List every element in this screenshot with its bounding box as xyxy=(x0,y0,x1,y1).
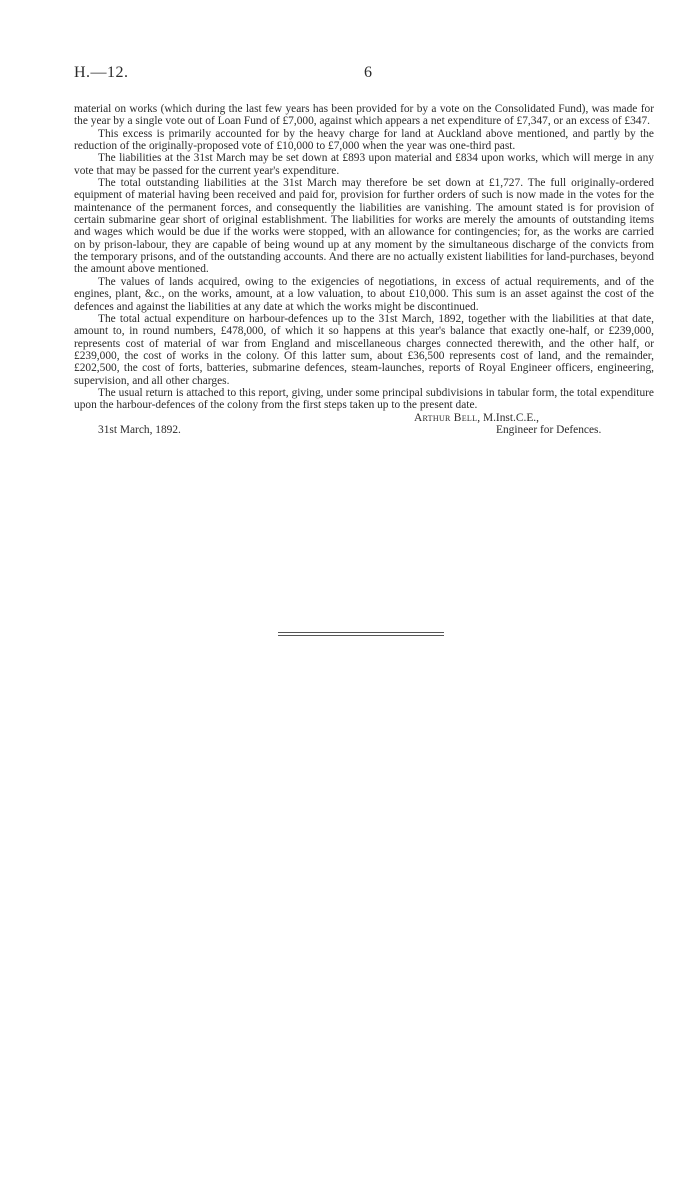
paragraph-3: The liabilities at the 31st March may be set down at £893 upon material and £834 upon works, which will merge in any vote that may be passed for the current year's expenditure. xyxy=(74,152,654,177)
signatory-qualification: , M.Inst.C.E., xyxy=(477,411,539,424)
paragraph-5: The values of lands acquired, owing to the exigencies of negotiations, in excess of actual requirements, and of the engines, plant, &c., on the works, amount, at a low valuation, to about £10,000. This sum is an asset against the cost of the defences and against the liabilities at any date at which the works might be discontinued. xyxy=(74,275,654,313)
report-date: 31st March, 1892. xyxy=(98,423,181,436)
signatory-title: Engineer for Defences. xyxy=(496,423,602,436)
page-header xyxy=(74,64,634,86)
closing-rule-bottom xyxy=(278,635,444,636)
report-body xyxy=(74,103,654,438)
paragraph-1: material on works (which during the last few years has been provided for by a vote on the Consolidated Fund), was made for the year by a single vote out of Loan Fund of £7,000, against which appears a net expenditure of £7,347, or an excess of £347. xyxy=(74,103,654,128)
paragraph-6: The total actual expenditure on harbour-defences up to the 31st March, 1892, together with the liabilities at that date, amount to, in round numbers, £478,000, of which it so happens at this year's balance that exactly one-half, or £239,000, represents cost of material of war from England and miscellaneous charges connected therewith, and the other half, or £239,000, the cost of works in the colony. Of this latter sum, about £36,500 represents cost of land, and the remainder, £202,500, the cost of forts, batteries, submarine defences, steam-launches, reports of Royal Engineer officers, engineering, supervision, and all other charges. xyxy=(74,312,654,387)
closing-rule-top xyxy=(278,632,444,633)
paragraph-7: The usual return is attached to this report, giving, under some principal subdivisions in tabular form, the total expenditure upon the harbour-defences of the colony from the first steps taken up to the present date. xyxy=(74,386,654,412)
signatory-name: Arthur Bell xyxy=(414,411,478,424)
document-reference: H.—12. xyxy=(74,64,129,81)
signoff-block xyxy=(74,412,654,438)
signatory-line xyxy=(414,412,539,424)
page-number: 6 xyxy=(364,64,372,81)
paragraph-4: The total outstanding liabilities at the 31st March may therefore be set down at £1,727. The full originally-ordered equipment of material having been received and paid for, provision for further orders of such is now made in the votes for the maintenance of the permanent forces, and consequently the liabilities are vanishing. The amount stated is for provision of certain submarine gear short of original establishment. The liabilities for works are merely the amounts of outstanding items and wages which would be due if the works were stopped, with an allowance for contingencies; for, as the works are carried on by prison-labour, they are capable of being wound up at any moment by the simultaneous discharge of the convicts from the temporary prisons, and of the outstanding accounts. And there are no actually existent liabilities for land-purchases, beyond the amount above mentioned. xyxy=(74,177,654,276)
paragraph-2: This excess is primarily accounted for by the heavy charge for land at Auckland above mentioned, and partly by the reduction of the originally-proposed vote of £10,000 to £7,000 when the year was one-third past. xyxy=(74,127,654,153)
